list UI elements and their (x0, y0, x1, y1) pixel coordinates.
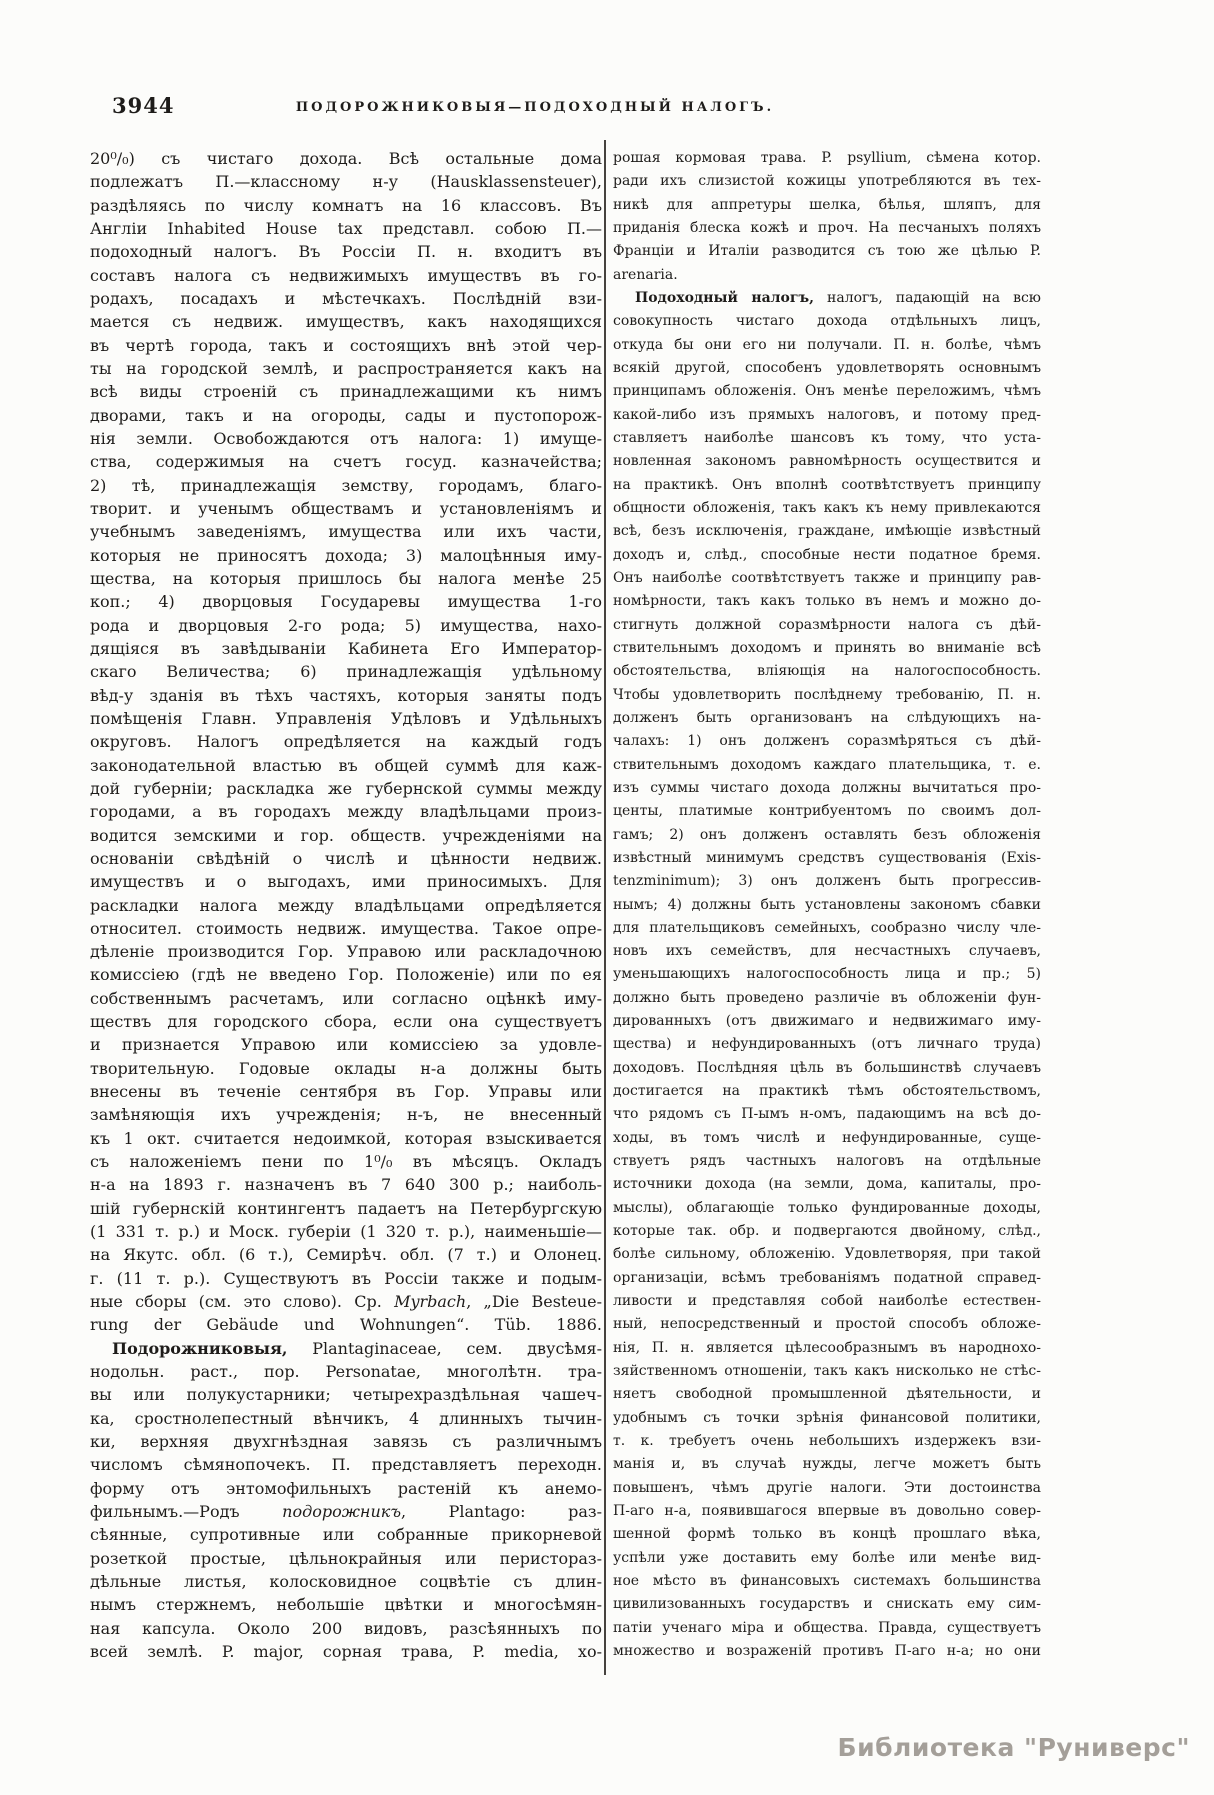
italic-term: подорожникъ (282, 1502, 401, 1522)
text-line: Чтобы удовлетворить послѣднему требованію, П. н. (613, 686, 1041, 703)
text-line: что рядомъ съ П-ымъ н-омъ, падающимъ на всѣ до- (613, 1106, 1041, 1123)
text-line: основаніи свѣдѣній о числѣ и цѣнности недвиж. (90, 848, 602, 868)
text-line: на практикѣ. Онъ вполнѣ соотвѣтствуетъ принципу (613, 476, 1041, 493)
text-line: принципамъ обложенія. Онъ менѣе переложимъ, чѣмъ (613, 383, 1041, 400)
text-line: и признается Управою или комиссіею за удовле- (90, 1035, 602, 1055)
text-line: дящіяся въ завѣдываніи Кабинета Его Император- (90, 638, 602, 658)
text-line: округовъ. Налогъ опредѣляется на каждый годъ (90, 732, 602, 752)
text-line: на Якутс. обл. (6 т.), Семирѣч. обл. (7 т.) и Олонец. (90, 1245, 602, 1265)
text-line: всѣ виды строеній съ принадлежащими къ нимъ (90, 382, 602, 402)
text-line: н-а на 1893 г. назначенъ въ 7 640 300 р.; наиболь- (90, 1175, 602, 1195)
text-line: 20⁰/₀) съ чистаго дохода. Всѣ остальные дома (90, 149, 602, 168)
text-line: чалахъ: 1) онъ долженъ соразмѣряться съ дѣй- (613, 733, 1041, 750)
text-line: щества, на которыя пришлось бы налога менѣе 25 (90, 568, 602, 588)
text-line: нія земли. Освобождаются отъ налога: 1) имуще- (90, 428, 602, 448)
text-line: г. (11 т. р.). Существуютъ въ Россіи также и подым- (90, 1268, 602, 1288)
text-line: новленная закономъ равномѣрность осуществится и (613, 453, 1041, 470)
text-line: раскладки налога между владѣльцами опредѣляется (90, 895, 602, 915)
page-number: 3944 (112, 93, 175, 118)
text-line: ные сборы (см. это слово). Ср. Myrbach, „Die Besteue- (90, 1292, 602, 1312)
text-line: ты на городской землѣ, и распространяется какъ на (90, 358, 602, 378)
text-line: рода и дворцовыя 2-го рода; 5) имущества, нахо- (90, 615, 602, 635)
text-line: ставляетъ наиболѣе шансовъ къ тому, что уста- (613, 429, 1041, 446)
text-line: успѣли уже доставить ему болѣе или менѣе вид- (613, 1549, 1041, 1566)
text-line: должно быть проведено различіе въ обложеніи фун- (613, 989, 1041, 1006)
text-line: имуществъ и о выгодахъ, ими приносимыхъ. Для (90, 872, 602, 892)
text-line: составъ налога съ недвижимыхъ имуществъ въ го- (90, 265, 602, 285)
text-line: фильнымъ.—Родъ подорожникъ, Plantago: раз- (90, 1502, 602, 1522)
text-line: ное мѣсто въ финансовыхъ системахъ большинства (613, 1573, 1041, 1590)
page-header-title: ПОДОРОЖНИКОВЫЯ—ПОДОХОДНЫЙ НАЛОГЪ. (295, 100, 775, 115)
text-line: подлежатъ П.—классному н-у (Hausklassensteuer), (90, 172, 602, 192)
text-line: tenzminimum); 3) онъ долженъ быть прогрессив- (613, 873, 1041, 890)
text-line: патіи ученаго міра и общества. Правда, существуетъ (613, 1619, 1041, 1636)
right-text-column (613, 147, 1041, 1663)
text-line: вы или полукустарники; четырехраздѣльная чашеч- (90, 1385, 602, 1405)
text-line: какой-либо изъ прямыхъ налоговъ, и потому пред- (613, 406, 1041, 423)
text-line: творит. и ученымъ обществамъ и установленіямъ и (90, 498, 602, 518)
text-line: Англіи Inhabited House tax представл. собою П.— (90, 218, 602, 238)
column-divider-line (604, 140, 606, 1675)
text-line: внесены въ теченіе сентября въ Гор. Управы или (90, 1082, 602, 1102)
text-line: Подорожниковыя, Plantaginaceae, сем. двусѣмя- (112, 1338, 602, 1358)
text-line: т. к. требуетъ очень небольшихъ издержекъ взи- (613, 1433, 1041, 1450)
text-line: собственнымъ расчетамъ, или согласно оцѣнкѣ иму- (90, 988, 602, 1008)
text-line: сѣянные, супротивные или собранные прикорневой (90, 1525, 602, 1545)
text-line: съ наложеніемъ пени по 1⁰/₀ въ мѣсяцъ. Окладъ (90, 1152, 602, 1172)
text-line: ществъ для городского сбора, если она существуетъ (90, 1012, 602, 1032)
text-line: коп.; 4) дворцовыя Государевы имущества 1-го (90, 592, 602, 612)
text-line: розеткой простые, цѣльнокрайныя или перистораз- (90, 1548, 602, 1568)
text-line: ная капсула. Около 200 видовъ, разсѣянныхъ по (90, 1618, 602, 1638)
text-line: манія и, въ случаѣ нужды, легче можетъ быть (613, 1456, 1041, 1473)
text-line: ствительнымъ доходомъ каждаго плательщика, т. е. (613, 756, 1041, 773)
text-line: доходъ и, слѣд., способные нести податное бремя. (613, 546, 1041, 563)
text-line: помѣщенія Главн. Управленія Удѣловъ и Удѣльныхъ (90, 708, 602, 728)
text-line: всякій другой, способенъ удовлетворять основнымъ (613, 359, 1041, 376)
text-line: дѣльные листья, колосковидное соцвѣтіе съ длин- (90, 1572, 602, 1592)
text-line: arenaria. (613, 266, 678, 283)
text-line: нымъ стержнемъ, небольшіе цвѣтки и многосѣмян- (90, 1595, 602, 1615)
text-line: родахъ, посадахъ и мѣстечкахъ. Послѣдній взи- (90, 288, 602, 308)
text-line: нодольн. раст., пор. Personatae, многолѣтн. тра- (90, 1362, 602, 1382)
text-line: ки, верхняя двухгнѣздная завязь съ различнымъ (90, 1432, 602, 1452)
text-line: приданія блеска кожѣ и проч. На песчаныхъ поляхъ (613, 219, 1041, 236)
text-line: замѣняющія ихъ учрежденія; н-ъ, не внесенный (90, 1105, 602, 1125)
text-line: организаціи, всѣмъ требованіямъ податной справед- (613, 1269, 1041, 1286)
text-line: ради ихъ слизистой кожицы употребляются въ тех- (613, 173, 1041, 190)
text-line: мыслы), облагающіе только фундированные доходы, (613, 1199, 1041, 1216)
text-line: законодательной властью въ общей суммѣ для каж- (90, 755, 602, 775)
text-line: откуда бы они его ни получали. П. н. болѣе, чѣмъ (613, 336, 1041, 353)
text-line: нія, П. н. является цѣлесообразнымъ въ народнохо- (613, 1339, 1041, 1356)
text-line: достигается на практикѣ тѣмъ обстоятельствомъ, (613, 1083, 1041, 1100)
text-line: городами, а въ городахъ между владѣльцами произ- (90, 802, 602, 822)
text-line: П-аго н-а, появившагося впервые въ довольно совер- (613, 1503, 1041, 1520)
text-line: извѣстный минимумъ средствъ существованія (Exis- (613, 849, 1041, 866)
text-line: новъ ихъ семействъ, для несчастныхъ случаевъ, (613, 943, 1041, 960)
text-line: дированныхъ (отъ движимаго и недвижимаго иму- (613, 1013, 1041, 1030)
text-line: которые так. обр. и подвергаются двойному, слѣд., (613, 1223, 1041, 1240)
text-line: (1 331 т. р.) и Моск. губеріи (1 320 т. р.), наименьшіе— (90, 1222, 602, 1242)
italic-term: Myrbach (394, 1292, 467, 1312)
text-line: центы, платимые контрибуентомъ по своимъ дол- (613, 803, 1041, 820)
text-line: водится земскими и гор. обществ. учрежденіями на (90, 825, 602, 845)
text-line: которыя не приносятъ дохода; 3) малоцѣнныя иму- (90, 545, 602, 565)
text-line: щества) и нефундированныхъ (отъ личнаго труда) (613, 1036, 1041, 1053)
text-line: Франціи и Италіи разводится съ тою же цѣлью P. (613, 243, 1041, 260)
text-line: долженъ быть организованъ на слѣдующихъ на- (613, 709, 1041, 726)
text-line: ходы, въ томъ числѣ и нефундированные, суще- (613, 1129, 1041, 1146)
text-line: ствуетъ рядъ частныхъ налоговъ на отдѣльные (613, 1153, 1041, 1170)
text-line: относител. стоимость недвиж. имущества. Такое опре- (90, 918, 602, 938)
text-line: няетъ свободной промышленной дѣятельности, и (613, 1386, 1041, 1403)
text-line: источники дохода (на земли, дома, капиталы, про- (613, 1176, 1041, 1193)
text-line: обстоятельства, вліяющія на налогоспособность. (613, 663, 1041, 680)
text-line: вѣд-у зданія въ тѣхъ частяхъ, которыя заняты подъ (90, 685, 602, 705)
text-line: 2) тѣ, принадлежащія земству, городамъ, благо- (90, 475, 602, 495)
text-line: номѣрности, такъ какъ только въ немъ и можно до- (613, 593, 1041, 610)
text-line: множество и возраженій противъ П-аго н-а; но они (613, 1643, 1041, 1659)
text-line: всей землѣ. P. major, сорная трава, P. media, хо- (90, 1642, 602, 1661)
text-line: творительную. Годовые оклады н-а должны быть (90, 1058, 602, 1078)
text-line: ливости и представляя собой наиболѣе естествен- (613, 1293, 1041, 1310)
text-line: rung der Gebäude und Wohnungen“. Tüb. 1886. (90, 1315, 602, 1335)
text-line: Подоходный налогъ, налогъ, падающій на всю (635, 289, 1041, 306)
text-line: шенной формѣ только въ концѣ прошлаго вѣка, (613, 1526, 1041, 1543)
text-line: зяйственномъ отношеніи, такъ какъ нисколько не стѣс- (613, 1363, 1041, 1380)
text-line: скаго Величества; 6) принадлежащія удѣльному (90, 662, 602, 682)
text-line: въ чертѣ города, такъ и состоящихъ внѣ этой чер- (90, 335, 602, 355)
text-line: раздѣляясь по числу комнатъ на 16 классовъ. Въ (90, 195, 602, 215)
text-line: ка, сростнолепестный вѣнчикъ, 4 длинныхъ тычин- (90, 1408, 602, 1428)
left-text-column (90, 147, 602, 1663)
text-line: подоходный налогъ. Въ Россіи П. н. входитъ въ (90, 242, 602, 262)
text-line: учебнымъ заведеніямъ, имущества или ихъ части, (90, 522, 602, 542)
text-line: удобнымъ съ точки зрѣнія финансовой политики, (613, 1409, 1041, 1426)
text-line: стигнуть должной соразмѣрности налога съ дѣй- (613, 616, 1041, 633)
text-line: болѣе сильному, обложенію. Удовлетворяя, при такой (613, 1246, 1041, 1263)
text-line: ства, содержимыя на счетъ госуд. казначейства; (90, 452, 602, 472)
text-line: уменьшающихъ налогоспособность лица и пр.; 5) (613, 966, 1041, 983)
text-line: комиссіею (гдѣ не введено Гор. Положеніе) или по ея (90, 965, 602, 985)
text-line: числомъ сѣмянопочекъ. П. представляетъ переходн. (90, 1455, 602, 1475)
text-line: къ 1 окт. считается недоимкой, которая взыскивается (90, 1128, 602, 1148)
text-line: форму отъ энтомофильныхъ растеній къ анемо- (90, 1478, 602, 1498)
text-line: ный, непосредственный и простой способъ обложе- (613, 1316, 1041, 1333)
bold-entry-word: Подорожниковыя, (112, 1338, 288, 1358)
bold-entry-word: Подоходный налогъ, (635, 289, 815, 306)
text-line: мается съ недвиж. имуществъ, какъ находящихся (90, 312, 602, 332)
text-line: для плательщиковъ семейныхъ, сообразно числу чле- (613, 919, 1041, 936)
text-line: повышенъ, чѣмъ другіе налоги. Эти достоинства (613, 1479, 1041, 1496)
text-line: гамъ; 2) онъ долженъ оставлять безъ обложенія (613, 826, 1041, 843)
text-line: никѣ для аппретуры шелка, бѣлья, шляпъ, для (613, 196, 1041, 213)
text-line: нымъ; 4) должны быть установлены закономъ сбавки (613, 896, 1041, 913)
text-line: шій губернскій контингентъ падаетъ на Петербургскую (90, 1198, 602, 1218)
text-line: изъ суммы чистаго дохода должны вычитаться про- (613, 779, 1041, 796)
text-line: рошая кормовая трава. P. psyllium, сѣмена котор. (613, 150, 1041, 166)
text-line: всѣ, безъ исключенія, граждане, имѣющіе извѣстный (613, 523, 1041, 540)
text-line: цивилизованныхъ государствъ и снискать ему сим- (613, 1596, 1041, 1613)
text-line: дворами, такъ и на огороды, сады и пустопорож- (90, 405, 602, 425)
text-line: дой губерніи; раскладка же губернской суммы между (90, 778, 602, 798)
library-watermark: Библиотека "Руниверс" (837, 1733, 1190, 1762)
text-line: совокупность чистаго дохода отдѣльныхъ лицъ, (613, 313, 1041, 330)
text-line: Онъ наиболѣе соотвѣтствуетъ также и принципу рав- (613, 569, 1041, 586)
text-line: дѣленіе производится Гор. Управою или раскладочною (90, 942, 602, 962)
text-line: общности обложенія, такъ какъ къ нему привлекаются (613, 499, 1041, 516)
text-line: ствительнымъ доходомъ и принять во вниманіе всѣ (613, 639, 1041, 656)
text-line: доходовъ. Послѣдняя цѣль въ большинствѣ случаевъ (613, 1059, 1041, 1076)
